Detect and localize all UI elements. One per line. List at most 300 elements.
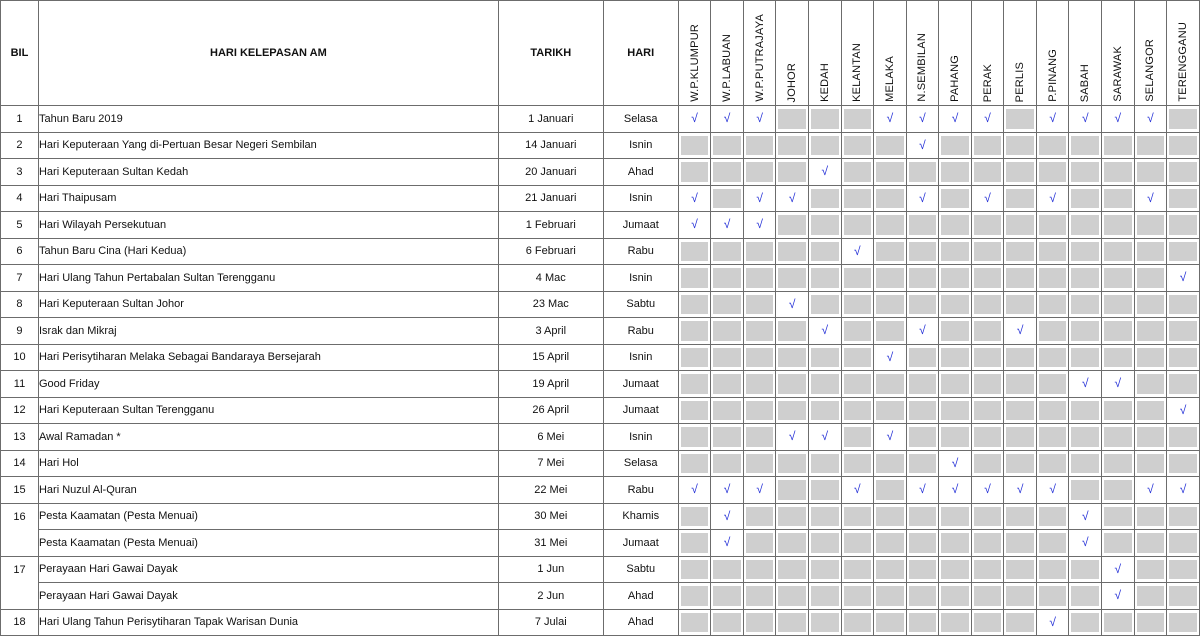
state-header	[1004, 1, 1037, 106]
state-header	[1102, 1, 1135, 106]
non-holiday-cell	[711, 583, 744, 610]
holiday-date: 20 Januari	[498, 159, 603, 186]
grey-fill	[746, 613, 774, 633]
grey-fill	[746, 136, 774, 156]
grey-fill	[1104, 295, 1132, 315]
grey-fill	[746, 242, 774, 262]
grey-fill	[1104, 189, 1132, 209]
non-holiday-cell	[841, 318, 874, 345]
grey-fill	[844, 136, 872, 156]
holiday-check-cell	[1102, 106, 1135, 133]
non-holiday-cell	[1134, 344, 1167, 371]
non-holiday-cell	[1004, 291, 1037, 318]
grey-fill	[876, 480, 904, 500]
grey-fill	[778, 242, 806, 262]
grey-fill	[941, 533, 969, 553]
non-holiday-cell	[776, 503, 809, 530]
non-holiday-cell	[711, 371, 744, 398]
state-header	[971, 1, 1004, 106]
non-holiday-cell	[1102, 132, 1135, 159]
holiday-day: Isnin	[603, 185, 678, 212]
grey-fill	[1039, 560, 1067, 580]
grey-fill	[909, 560, 937, 580]
holiday-row	[1, 265, 1200, 292]
non-holiday-cell	[841, 132, 874, 159]
non-holiday-cell	[906, 265, 939, 292]
holiday-check-cell	[678, 212, 711, 239]
grey-fill	[1104, 215, 1132, 235]
non-holiday-cell	[776, 583, 809, 610]
non-holiday-cell	[874, 397, 907, 424]
grey-fill	[909, 427, 937, 447]
non-holiday-cell	[939, 185, 972, 212]
grey-fill	[1071, 321, 1099, 341]
non-holiday-cell	[906, 344, 939, 371]
non-holiday-cell	[678, 371, 711, 398]
row-number: 3	[1, 159, 39, 186]
grey-fill	[974, 374, 1002, 394]
non-holiday-cell	[1102, 503, 1135, 530]
grey-fill	[1137, 162, 1165, 182]
non-holiday-cell	[906, 238, 939, 265]
check-icon: √	[1137, 480, 1165, 500]
holiday-row	[1, 132, 1200, 159]
grey-fill	[811, 586, 839, 606]
check-icon: √	[1039, 480, 1067, 500]
grey-fill	[1137, 295, 1165, 315]
check-icon: √	[1071, 507, 1099, 527]
non-holiday-cell	[1167, 132, 1200, 159]
grey-fill	[681, 560, 709, 580]
check-icon: √	[909, 136, 937, 156]
grey-fill	[1006, 401, 1034, 421]
non-holiday-cell	[1134, 212, 1167, 239]
grey-fill	[1039, 401, 1067, 421]
non-holiday-cell	[1167, 583, 1200, 610]
grey-fill	[974, 268, 1002, 288]
holiday-name: Tahun Baru Cina (Hari Kedua)	[38, 238, 498, 265]
non-holiday-cell	[808, 212, 841, 239]
row-number: 12	[1, 397, 39, 424]
non-holiday-cell	[1134, 132, 1167, 159]
non-holiday-cell	[678, 344, 711, 371]
non-holiday-cell	[743, 530, 776, 557]
grey-fill	[941, 136, 969, 156]
non-holiday-cell	[971, 556, 1004, 583]
non-holiday-cell	[711, 238, 744, 265]
grey-fill	[974, 533, 1002, 553]
non-holiday-cell	[1167, 238, 1200, 265]
state-header	[906, 1, 939, 106]
check-icon: √	[1137, 109, 1165, 129]
grey-fill	[681, 295, 709, 315]
non-holiday-cell	[939, 530, 972, 557]
grey-fill	[844, 109, 872, 129]
grey-fill	[974, 613, 1002, 633]
grey-fill	[876, 507, 904, 527]
row-number: 7	[1, 265, 39, 292]
non-holiday-cell	[808, 450, 841, 477]
grey-fill	[1137, 560, 1165, 580]
non-holiday-cell	[1004, 530, 1037, 557]
check-icon: √	[713, 215, 741, 235]
non-holiday-cell	[939, 609, 972, 636]
non-holiday-cell	[971, 238, 1004, 265]
holiday-name: Hari Hol	[38, 450, 498, 477]
holiday-row	[1, 106, 1200, 133]
non-holiday-cell	[1167, 291, 1200, 318]
check-icon: √	[844, 242, 872, 262]
grey-fill	[778, 560, 806, 580]
non-holiday-cell	[1004, 583, 1037, 610]
non-holiday-cell	[1036, 291, 1069, 318]
non-holiday-cell	[808, 185, 841, 212]
non-holiday-cell	[1134, 530, 1167, 557]
holiday-date: 4 Mac	[498, 265, 603, 292]
non-holiday-cell	[776, 318, 809, 345]
grey-fill	[1104, 268, 1132, 288]
check-icon: √	[713, 533, 741, 553]
non-holiday-cell	[1069, 185, 1102, 212]
non-holiday-cell	[1102, 318, 1135, 345]
grey-fill	[1006, 268, 1034, 288]
non-holiday-cell	[1036, 450, 1069, 477]
check-icon: √	[974, 480, 1002, 500]
non-holiday-cell	[678, 583, 711, 610]
non-holiday-cell	[874, 477, 907, 504]
state-header	[776, 1, 809, 106]
holiday-row	[1, 159, 1200, 186]
non-holiday-cell	[1069, 477, 1102, 504]
grey-fill	[909, 533, 937, 553]
grey-fill	[844, 427, 872, 447]
non-holiday-cell	[1036, 212, 1069, 239]
grey-fill	[1104, 401, 1132, 421]
grey-fill	[681, 454, 709, 474]
grey-fill	[1169, 613, 1197, 633]
holiday-name: Hari Keputeraan Yang di-Pertuan Besar Negeri Sembilan	[38, 132, 498, 159]
grey-fill	[1006, 374, 1034, 394]
grey-fill	[1137, 427, 1165, 447]
holiday-name: Pesta Kaamatan (Pesta Menuai)	[38, 530, 498, 557]
row-number: 5	[1, 212, 39, 239]
holiday-day: Selasa	[603, 106, 678, 133]
non-holiday-cell	[678, 132, 711, 159]
holiday-check-cell	[1069, 503, 1102, 530]
row-number: 9	[1, 318, 39, 345]
check-icon: √	[811, 321, 839, 341]
grey-fill	[746, 533, 774, 553]
holiday-row	[1, 212, 1200, 239]
non-holiday-cell	[678, 291, 711, 318]
grey-fill	[1039, 348, 1067, 368]
non-holiday-cell	[939, 132, 972, 159]
grey-fill	[1137, 613, 1165, 633]
grey-fill	[1071, 401, 1099, 421]
non-holiday-cell	[743, 503, 776, 530]
grey-fill	[681, 374, 709, 394]
non-holiday-cell	[711, 344, 744, 371]
non-holiday-cell	[939, 159, 972, 186]
grey-fill	[1071, 454, 1099, 474]
non-holiday-cell	[971, 265, 1004, 292]
grey-fill	[778, 374, 806, 394]
holiday-day: Ahad	[603, 159, 678, 186]
grey-fill	[974, 454, 1002, 474]
grey-fill	[713, 295, 741, 315]
grey-fill	[1006, 427, 1034, 447]
grey-fill	[941, 613, 969, 633]
grey-fill	[1006, 613, 1034, 633]
grey-fill	[876, 560, 904, 580]
grey-fill	[1071, 480, 1099, 500]
non-holiday-cell	[711, 291, 744, 318]
holiday-check-cell	[743, 185, 776, 212]
grey-fill	[713, 560, 741, 580]
grey-fill	[844, 295, 872, 315]
grey-fill	[1137, 401, 1165, 421]
grey-fill	[811, 189, 839, 209]
non-holiday-cell	[841, 397, 874, 424]
non-holiday-cell	[743, 556, 776, 583]
non-holiday-cell	[678, 318, 711, 345]
grey-fill	[909, 586, 937, 606]
non-holiday-cell	[1134, 503, 1167, 530]
non-holiday-cell	[971, 583, 1004, 610]
holiday-day: Sabtu	[603, 291, 678, 318]
non-holiday-cell	[841, 291, 874, 318]
holiday-check-cell	[906, 185, 939, 212]
grey-fill	[1071, 560, 1099, 580]
grey-fill	[974, 586, 1002, 606]
grey-fill	[941, 348, 969, 368]
non-holiday-cell	[841, 212, 874, 239]
grey-fill	[909, 454, 937, 474]
grey-fill	[844, 321, 872, 341]
holiday-date: 7 Mei	[498, 450, 603, 477]
non-holiday-cell	[971, 318, 1004, 345]
grey-fill	[1169, 507, 1197, 527]
non-holiday-cell	[776, 132, 809, 159]
non-holiday-cell	[1069, 291, 1102, 318]
non-holiday-cell	[711, 424, 744, 451]
check-icon: √	[681, 480, 709, 500]
grey-fill	[1039, 215, 1067, 235]
check-icon: √	[681, 189, 709, 209]
grey-fill	[941, 586, 969, 606]
grey-fill	[1104, 348, 1132, 368]
grey-fill	[844, 268, 872, 288]
holiday-name: Hari Keputeraan Sultan Johor	[38, 291, 498, 318]
non-holiday-cell	[1167, 530, 1200, 557]
grey-fill	[1169, 427, 1197, 447]
non-holiday-cell	[1069, 609, 1102, 636]
grey-fill	[1006, 242, 1034, 262]
state-header-label: TERENGGANU	[1177, 22, 1190, 102]
check-icon: √	[746, 215, 774, 235]
non-holiday-cell	[678, 503, 711, 530]
grey-fill	[713, 136, 741, 156]
grey-fill	[974, 321, 1002, 341]
holiday-day: Jumaat	[603, 530, 678, 557]
holiday-check-cell	[841, 477, 874, 504]
check-icon: √	[778, 189, 806, 209]
holiday-row	[1, 556, 1200, 583]
check-icon: √	[1169, 401, 1197, 421]
grey-fill	[876, 136, 904, 156]
holiday-row	[1, 530, 1200, 557]
non-holiday-cell	[939, 371, 972, 398]
non-holiday-cell	[1167, 503, 1200, 530]
non-holiday-cell	[1004, 212, 1037, 239]
grey-fill	[1169, 242, 1197, 262]
grey-fill	[844, 586, 872, 606]
holiday-date: 6 Mei	[498, 424, 603, 451]
holiday-check-cell	[711, 212, 744, 239]
holiday-row	[1, 318, 1200, 345]
holiday-row	[1, 477, 1200, 504]
non-holiday-cell	[808, 106, 841, 133]
non-holiday-cell	[1167, 556, 1200, 583]
grey-fill	[876, 242, 904, 262]
holiday-check-cell	[808, 424, 841, 451]
non-holiday-cell	[711, 609, 744, 636]
grey-fill	[1071, 162, 1099, 182]
check-icon: √	[909, 109, 937, 129]
holiday-check-cell	[776, 185, 809, 212]
check-icon: √	[1169, 268, 1197, 288]
grey-fill	[1071, 586, 1099, 606]
grey-fill	[941, 162, 969, 182]
non-holiday-cell	[678, 556, 711, 583]
holiday-name: Hari Keputeraan Sultan Terengganu	[38, 397, 498, 424]
non-holiday-cell	[776, 344, 809, 371]
holiday-check-cell	[1069, 371, 1102, 398]
holiday-day: Isnin	[603, 265, 678, 292]
row-number: 18	[1, 609, 39, 636]
grey-fill	[1006, 348, 1034, 368]
grey-fill	[1006, 454, 1034, 474]
non-holiday-cell	[743, 397, 776, 424]
grey-fill	[876, 374, 904, 394]
holiday-row	[1, 344, 1200, 371]
grey-fill	[1071, 189, 1099, 209]
grey-fill	[1169, 348, 1197, 368]
non-holiday-cell	[808, 265, 841, 292]
non-holiday-cell	[906, 530, 939, 557]
grey-fill	[909, 374, 937, 394]
check-icon: √	[1104, 560, 1132, 580]
state-header	[1167, 1, 1200, 106]
grey-fill	[876, 215, 904, 235]
state-header-label: KEDAH	[818, 63, 831, 102]
grey-fill	[681, 321, 709, 341]
non-holiday-cell	[1036, 238, 1069, 265]
grey-fill	[811, 215, 839, 235]
holiday-name: Israk dan Mikraj	[38, 318, 498, 345]
state-header	[1134, 1, 1167, 106]
check-icon: √	[974, 109, 1002, 129]
grey-fill	[1169, 533, 1197, 553]
check-icon: √	[713, 109, 741, 129]
grey-fill	[1006, 136, 1034, 156]
non-holiday-cell	[971, 371, 1004, 398]
non-holiday-cell	[808, 397, 841, 424]
grey-fill	[1071, 136, 1099, 156]
grey-fill	[909, 295, 937, 315]
grey-fill	[778, 586, 806, 606]
check-icon: √	[844, 480, 872, 500]
grey-fill	[811, 507, 839, 527]
check-icon: √	[681, 215, 709, 235]
grey-fill	[1039, 295, 1067, 315]
holiday-date: 2 Jun	[498, 583, 603, 610]
grey-fill	[811, 454, 839, 474]
check-icon: √	[1071, 374, 1099, 394]
non-holiday-cell	[776, 159, 809, 186]
non-holiday-cell	[711, 397, 744, 424]
non-holiday-cell	[1036, 159, 1069, 186]
non-holiday-cell	[1167, 185, 1200, 212]
state-header-label: PERAK	[981, 63, 994, 102]
grey-fill	[974, 507, 1002, 527]
row-number: 17	[1, 556, 39, 583]
non-holiday-cell	[874, 371, 907, 398]
grey-fill	[778, 321, 806, 341]
grey-fill	[1039, 321, 1067, 341]
grey-fill	[746, 586, 774, 606]
non-holiday-cell	[743, 132, 776, 159]
holiday-date: 21 Januari	[498, 185, 603, 212]
grey-fill	[746, 348, 774, 368]
grey-fill	[746, 321, 774, 341]
holiday-date: 15 April	[498, 344, 603, 371]
non-holiday-cell	[1134, 159, 1167, 186]
non-holiday-cell	[971, 132, 1004, 159]
grey-fill	[778, 507, 806, 527]
non-holiday-cell	[971, 291, 1004, 318]
non-holiday-cell	[841, 159, 874, 186]
state-header	[711, 1, 744, 106]
grey-fill	[811, 295, 839, 315]
grey-fill	[713, 268, 741, 288]
grey-fill	[778, 268, 806, 288]
state-header-label: PERLIS	[1014, 61, 1027, 102]
grey-fill	[1006, 533, 1034, 553]
grey-fill	[876, 401, 904, 421]
row-number: 10	[1, 344, 39, 371]
grey-fill	[974, 295, 1002, 315]
holiday-check-cell	[743, 106, 776, 133]
grey-fill	[811, 560, 839, 580]
grey-fill	[1104, 507, 1132, 527]
grey-fill	[1039, 586, 1067, 606]
non-holiday-cell	[939, 291, 972, 318]
grey-fill	[1169, 560, 1197, 580]
grey-fill	[681, 242, 709, 262]
non-holiday-cell	[971, 397, 1004, 424]
holiday-day: Rabu	[603, 477, 678, 504]
check-icon: √	[941, 480, 969, 500]
non-holiday-cell	[808, 530, 841, 557]
non-holiday-cell	[1134, 238, 1167, 265]
non-holiday-cell	[678, 609, 711, 636]
grey-fill	[713, 427, 741, 447]
non-holiday-cell	[1069, 424, 1102, 451]
check-icon: √	[713, 507, 741, 527]
grey-fill	[1104, 321, 1132, 341]
non-holiday-cell	[971, 344, 1004, 371]
